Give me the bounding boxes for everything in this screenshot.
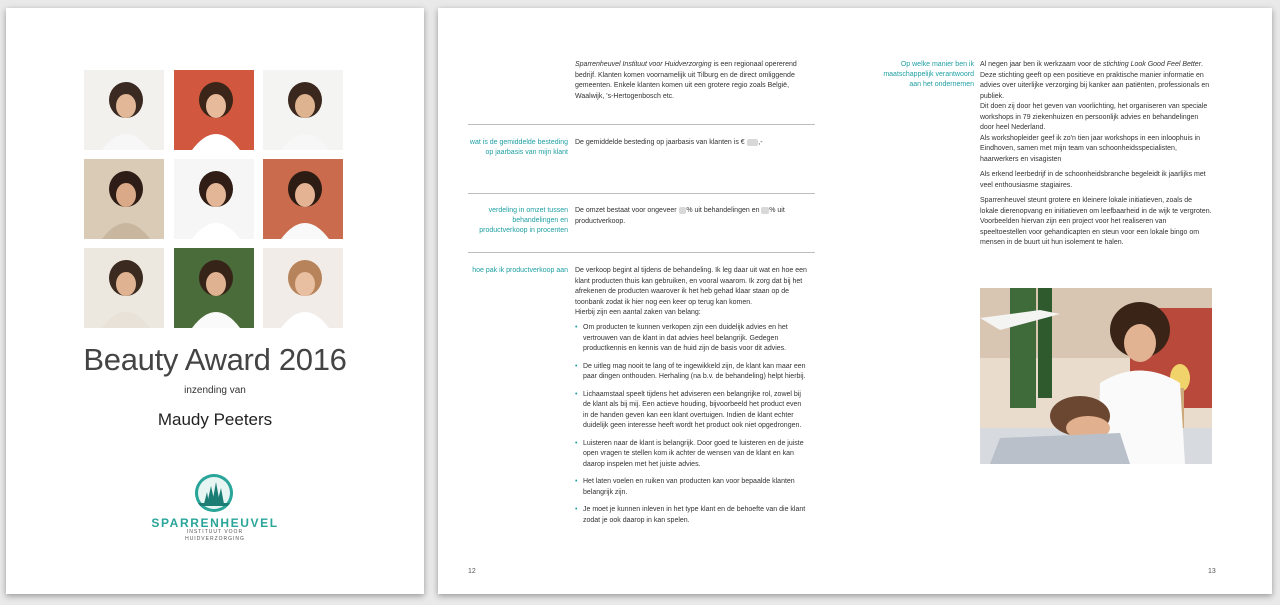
redacted-amount bbox=[747, 139, 759, 146]
csr-paragraph-1 bbox=[980, 60, 1212, 102]
bullet-item: • Je moet je kunnen inleven in het type klant en de behoefte van die klant zodat je ook daarop in kan spelen. bbox=[575, 505, 807, 526]
treatment-photo bbox=[980, 288, 1212, 464]
question-label-csr: Op welke manier ben ik maatschappelijk verantwoord aan het ondernemen bbox=[883, 61, 974, 88]
divider bbox=[468, 252, 815, 253]
divider bbox=[468, 193, 815, 194]
logo-wordmark: SPARRENHEUVEL bbox=[151, 516, 279, 530]
answer-revenue-text-a: De omzet bestaat voor ongeveer bbox=[575, 207, 679, 214]
cover-subtitle: inzending van bbox=[184, 385, 246, 396]
answer-revenue-text-b: % uit behandelingen en bbox=[686, 207, 762, 214]
csr-text bbox=[980, 60, 1212, 254]
page-number-13: 13 bbox=[1208, 568, 1216, 575]
logo-subline bbox=[6, 529, 424, 543]
cover-name: Maudy Peeters bbox=[157, 410, 273, 429]
intro-text: is een regionaal opererend bedrijf. Klanten komen voornamelijk uit Tilburg en de direct omliggende gemeenten. Enkele klanten komen uit een grotere regio zoals België, Waalwijk, 's-Hertogenbosch etc. bbox=[575, 61, 797, 100]
answer-revenue-split bbox=[575, 206, 807, 227]
intro-company-name: Sparrenheuvel Instituut voor Huidverzorging bbox=[575, 61, 712, 68]
answer-spending-text-a: De gemiddelde besteding op jaarbasis van klanten is € bbox=[575, 139, 747, 146]
cover-photo bbox=[84, 70, 164, 150]
intro-paragraph bbox=[575, 60, 807, 102]
cover-photo bbox=[174, 70, 254, 150]
divider bbox=[468, 124, 815, 125]
csr-paragraph-1d: Als workshopleider geef ik zo'n tien jaar workshops in een inloophuis in Eindhoven, samen met mijn team van schoonheidsspecialisten, haarwerkers en visagisten bbox=[980, 134, 1201, 163]
page-number-12: 12 bbox=[468, 568, 476, 575]
cover-photo bbox=[263, 70, 343, 150]
cover-photo bbox=[174, 159, 254, 239]
logo-subline-2: HUIDVERZORGING bbox=[185, 536, 245, 542]
cover-photo bbox=[263, 159, 343, 239]
csr-paragraph-2: Als erkend leerbedrijf in de schoonheidsbranche begeleidt ik jaarlijks met veel enthousiasme stagiaires. bbox=[980, 171, 1206, 189]
answer-product-sales bbox=[575, 266, 807, 319]
answer-spending bbox=[575, 138, 807, 149]
cover-page bbox=[6, 8, 424, 594]
csr-p1-b: . Deze stichting geeft op een positieve en praktische manier informatie en advies over uiterlijke verzorging bij kanker aan patiënten, professionals en publiek. bbox=[980, 61, 1210, 100]
bullet-item: • Om producten te kunnen verkopen zijn een duidelijk advies en het vertrouwen van de klant in dat advies heel belangrijk. Gedegen productkennis en kennis van de huid zijn de basis voor dit advies. bbox=[575, 323, 807, 355]
bullet-list bbox=[575, 323, 807, 533]
cover-photo bbox=[84, 248, 164, 328]
answer-product-sales-p2: Hierbij zijn een aantal zaken van belang: bbox=[575, 309, 701, 316]
answer-revenue-text-c: % uit productverkoop. bbox=[575, 207, 785, 225]
csr-paragraph-1c: Dit doen zij door het geven van voorlichting, het organiseren van speciale workshops in 79 ziekenhuizen en persoonlijk advies en behandelingen door heel Nederland. bbox=[980, 103, 1208, 131]
question-label-product-sales: hoe pak ik productverkoop aan bbox=[472, 267, 568, 274]
csr-foundation-name: stichting Look Good Feel Better bbox=[1102, 61, 1202, 68]
logo-subline-1: INSTITUUT VOOR bbox=[186, 529, 244, 535]
question-label-revenue-split: verdeling in omzet tussen behandelingen en productverkoop in procenten bbox=[479, 207, 568, 234]
cover-title: Beauty Award 2016 bbox=[83, 342, 347, 377]
csr-paragraph-3: Sparrenheuvel steunt grotere en kleinere lokale initiatieven, zoals de lokale dierenopvang en initiatieven om leefbaarheid in de wijk te vergroten. Voorbeelden hiervan zijn een project voor het realiseren van speeltoestellen voor gehandicapten en steun voor een lokale bingo om mensen in de buurt uit hun isolement te halen. bbox=[980, 197, 1212, 246]
cover-photo bbox=[84, 159, 164, 239]
answer-spending-text-b: ,- bbox=[758, 139, 763, 146]
bullet-item: • De uitleg mag nooit te lang of te ingewikkeld zijn, de klant kan maar een paar dingen onthouden. Herhaling (na b.v. de behandeling) helpt hierbij. bbox=[575, 362, 807, 383]
csr-p1-a: Al negen jaar ben ik werkzaam voor de bbox=[980, 61, 1103, 68]
bullet-item: • Het laten voelen en ruiken van producten kan voor bepaalde klanten belangrijk zijn. bbox=[575, 477, 807, 498]
cover-photo bbox=[174, 248, 254, 328]
question-label-spending: wat is de gemiddelde besteding op jaarbasis van mijn klant bbox=[469, 139, 568, 156]
spread-pages bbox=[438, 8, 1272, 594]
answer-product-sales-p1: De verkoop begint al tijdens de behandeling. Ik leg daar uit wat en hoe een klant producten thuis kan gebruiken, en vooral waarom. Ik zorg dat bij het afrekenen de producten waarover ik het heb gehad klaar staan op de toonbank zodat ik hier nog een keer op terug kan komen. bbox=[575, 267, 807, 306]
logo-tree-icon bbox=[195, 474, 233, 512]
cover-photo bbox=[263, 248, 343, 328]
bullet-item: • Lichaamstaal speelt tijdens het adviseren een belangrijke rol, zowel bij de klant als bij mij. Een actieve houding, bijvoorbeeld het product even in de handen geven kan een klant overtuigen. Indien de klant echter duidelijk geen interesse heeft wordt het product ook niet opgedrongen. bbox=[575, 390, 807, 432]
bullet-item: • Luisteren naar de klant is belangrijk. Door goed te luisteren en de juiste open vragen te stellen kom ik achter de wensen van de klant en kan daarop inspelen met het juiste advies. bbox=[575, 439, 807, 471]
